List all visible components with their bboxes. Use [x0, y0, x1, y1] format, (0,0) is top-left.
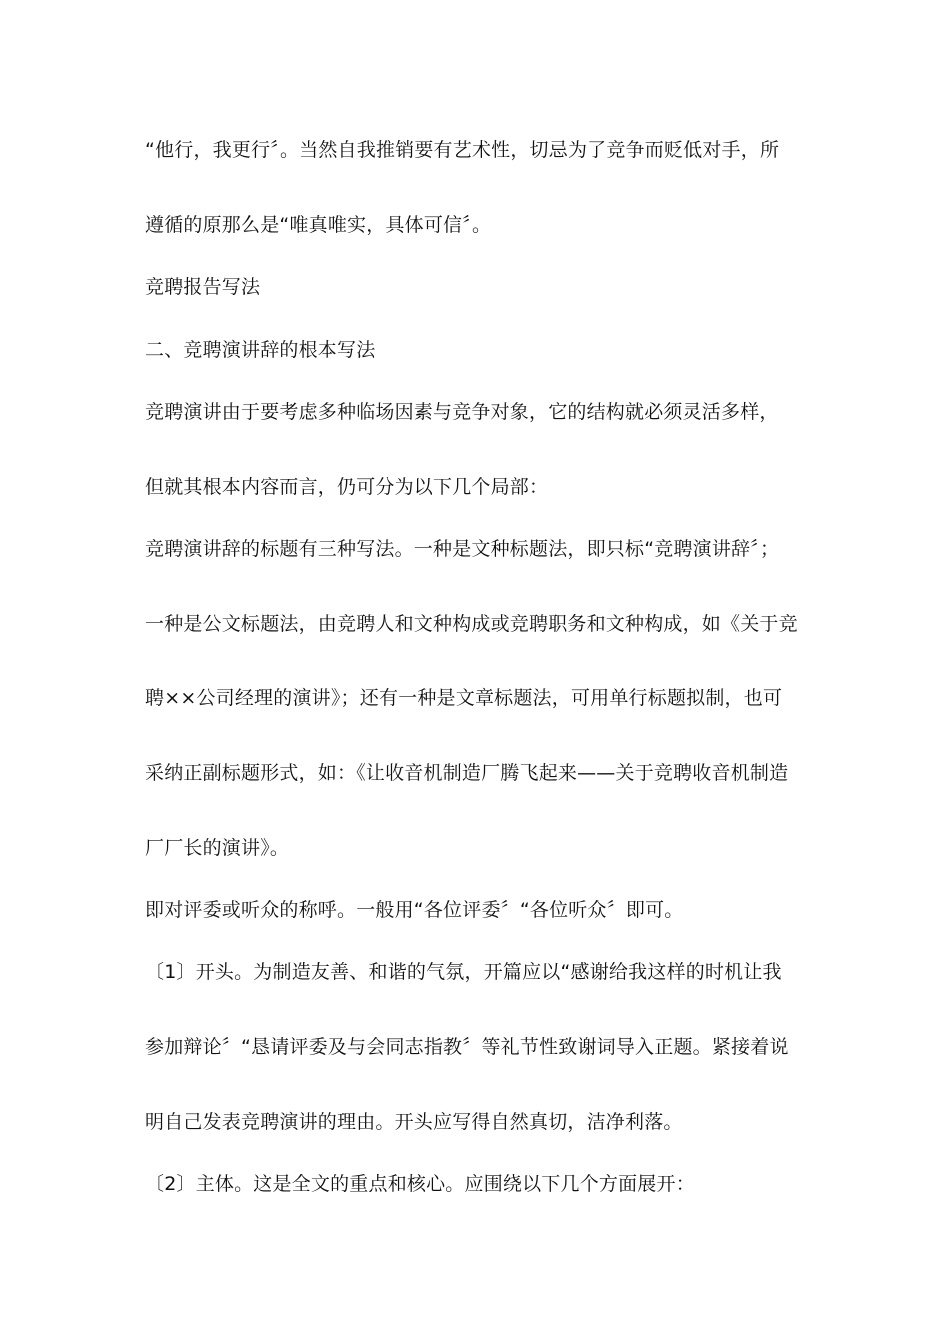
paragraph-line: 参加辩论〞“恳请评委及与会同志指教〞等礼节性致谢词导入正题。紧接着说: [145, 1036, 789, 1058]
paragraph-line: 采纳正副标题形式，如：《让收音机制造厂腾飞起来——关于竞聘收音机制造: [145, 762, 789, 784]
section-heading: 竞聘报告写法: [145, 276, 261, 298]
paragraph-line: 聘××公司经理的演讲》；还有一种是文章标题法，可用单行标题拟制，也可: [145, 687, 783, 709]
paragraph-line: 〔2〕主体。这是全文的重点和核心。应围绕以下几个方面展开：: [145, 1173, 695, 1195]
paragraph-line: 竞聘演讲由于要考虑多种临场因素与竞争对象，它的结构就必须灵活多样，: [145, 401, 779, 423]
paragraph-line: 遵循的原那么是“唯真唯实，具体可信〞。: [145, 214, 492, 236]
paragraph-line: 明自己发表竞聘演讲的理由。开头应写得自然真切，洁净利落。: [145, 1111, 683, 1133]
subsection-heading: 二、竞聘演讲辞的根本写法: [145, 339, 376, 361]
paragraph-line: 厂厂长的演讲》。: [145, 837, 290, 859]
paragraph-line: 但就其根本内容而言，仍可分为以下几个局部：: [145, 476, 549, 498]
paragraph-line: 即对评委或听众的称呼。一般用“各位评委〞“各位听众〞即可。: [145, 899, 684, 921]
paragraph-line: 竞聘演讲辞的标题有三种写法。一种是文种标题法，即只标“竞聘演讲辞〞；: [145, 538, 780, 560]
paragraph-line: 一种是公文标题法，由竞聘人和文种构成或竞聘职务和文种构成，如《关于竞: [145, 613, 798, 635]
paragraph-line: “他行，我更行〞。当然自我推销要有艺术性，切忌为了竞争而贬低对手，所: [145, 139, 780, 161]
paragraph-line: 〔1〕开头。为制造友善、和谐的气氛，开篇应以“感谢给我这样的时机让我: [145, 961, 782, 983]
